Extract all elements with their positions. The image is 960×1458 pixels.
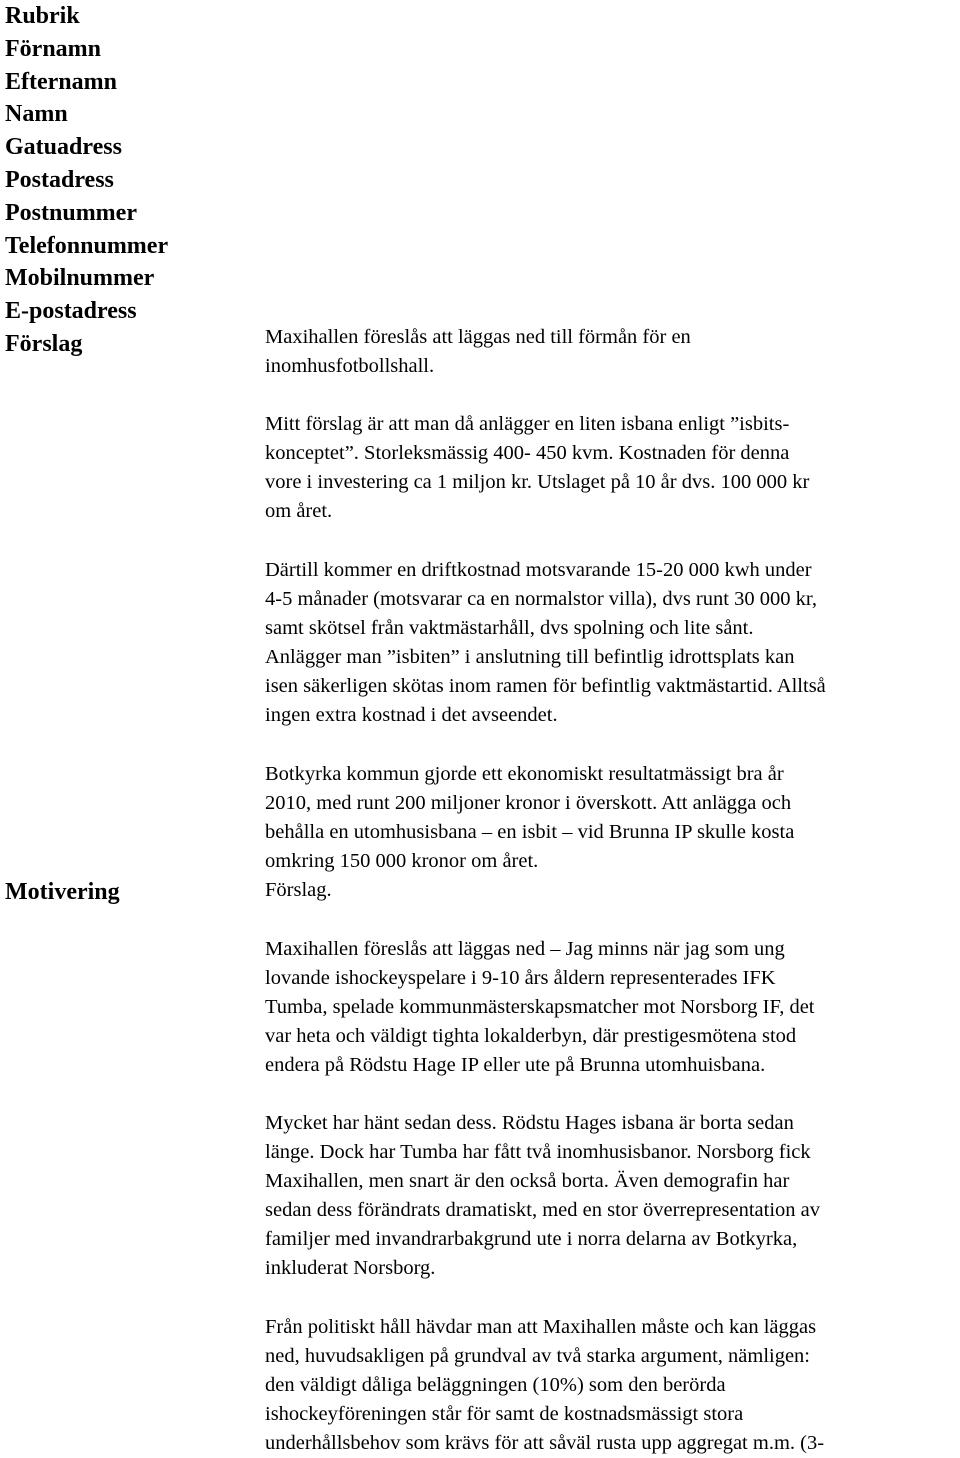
motivering-paragraph-1 bbox=[265, 410, 957, 526]
text-line: behålla en utomhusisbana – en isbit – vid Brunna IP skulle kosta bbox=[265, 821, 795, 843]
forslag-value bbox=[265, 323, 957, 381]
text-line: 4-5 månader (motsvarar ca en normalstor villa), dvs runt 30 000 kr, bbox=[265, 588, 817, 610]
label-motivering: Motivering bbox=[5, 879, 120, 905]
text-line: ingen extra kostnad i det avseendet. bbox=[265, 704, 558, 726]
motivering-paragraph-6 bbox=[265, 1313, 957, 1458]
motivering-paragraph-2 bbox=[265, 556, 957, 730]
label-fornamn: Förnamn bbox=[5, 35, 101, 62]
text-line: konceptet”. Storleksmässig 400- 450 kvm. Kostnaden för denna bbox=[265, 442, 790, 464]
text-line: Därtill kommer en driftkostnad motsvarande 15-20 000 kwh under bbox=[265, 559, 812, 581]
text-line: Maxihallen föreslås att läggas ned – Jag minns när jag som ung bbox=[265, 938, 785, 960]
text-line: Från politiskt håll hävdar man att Maxihallen måste och kan läggas bbox=[265, 1316, 817, 1338]
text-line: lovande ishockeyspelare i 9-10 års åldern representerades IFK bbox=[265, 967, 776, 989]
text-line: länge. Dock har Tumba har fått två inomhusisbanor. Norsborg fick bbox=[265, 1141, 811, 1163]
text-line: inomhusfotbollshall. bbox=[265, 355, 435, 377]
text-line: vore i investering ca 1 miljon kr. Utslaget på 10 år dvs. 100 000 kr bbox=[265, 471, 810, 493]
form-field-labels bbox=[5, 0, 168, 361]
text-line: underhållsbehov som krävs för att såväl rusta upp aggregat m.m. (3- bbox=[265, 1432, 825, 1454]
text-line: den väldigt dåliga beläggningen (10%) som den berörda bbox=[265, 1374, 726, 1396]
text-line: Förslag. bbox=[265, 879, 332, 901]
motivering-paragraph-5 bbox=[265, 1109, 957, 1283]
paragraph bbox=[265, 1313, 957, 1458]
text-line: ishockeyföreningen står för samt de kostnadsmässigt stora bbox=[265, 1403, 744, 1425]
label-efternamn: Efternamn bbox=[5, 68, 117, 95]
text-line: Tumba, spelade kommunmästerskapsmatcher mot Norsborg IF, det bbox=[265, 996, 815, 1018]
motivering-paragraph-4 bbox=[265, 935, 957, 1080]
text-line: isen säkerligen skötas inom ramen för befintlig vaktmästartid. Alltså bbox=[265, 675, 826, 697]
text-line: Maxihallen, men snart är den också borta. Även demografin har bbox=[265, 1170, 790, 1192]
text-line: Mycket har hänt sedan dess. Rödstu Hages isbana är borta sedan bbox=[265, 1112, 794, 1134]
text-line: ned, huvudsakligen på grundval av två starka argument, nämligen: bbox=[265, 1345, 811, 1367]
forslag-paragraph bbox=[265, 323, 957, 381]
text-line: samt skötsel från vaktmästarhåll, dvs spolning och lite sånt. bbox=[265, 617, 754, 639]
text-line: Maxihallen föreslås att läggas ned till förmån för en bbox=[265, 326, 691, 348]
text-line: 2010, med runt 200 miljoner kronor i överskott. Att anlägga och bbox=[265, 792, 792, 814]
label-postnummer: Postnummer bbox=[5, 199, 137, 226]
label-rubrik: Rubrik bbox=[5, 3, 80, 29]
label-epostadress: E-postadress bbox=[5, 298, 137, 325]
text-line: inkluderat Norsborg. bbox=[265, 1257, 436, 1279]
label-forslag: Förslag bbox=[5, 330, 83, 357]
text-line: Mitt förslag är att man då anlägger en liten isbana enligt ”isbits- bbox=[265, 413, 790, 435]
text-line: endera på Rödstu Hage IP eller ute på Brunna utomhuisbana. bbox=[265, 1054, 766, 1076]
text-line: Anlägger man ”isbiten” i anslutning till befintlig idrottsplats kan bbox=[265, 646, 795, 668]
label-telefonnummer: Telefonnummer bbox=[5, 232, 169, 259]
paragraph bbox=[265, 935, 957, 1080]
paragraph bbox=[265, 760, 957, 905]
motivering-paragraph-3 bbox=[265, 760, 957, 905]
label-gatuadress: Gatuadress bbox=[5, 134, 122, 161]
text-line: familjer med invandrarbakgrund ute i norra delarna av Botkyrka, bbox=[265, 1228, 798, 1250]
label-postadress: Postadress bbox=[5, 166, 114, 193]
paragraph bbox=[265, 410, 957, 526]
paragraph bbox=[265, 556, 957, 730]
text-line: om året. bbox=[265, 500, 333, 522]
text-line: sedan dess förändrats dramatiskt, med en stor överrepresentation av bbox=[265, 1199, 821, 1221]
text-line: omkring 150 000 kronor om året. bbox=[265, 850, 539, 872]
paragraph bbox=[265, 1109, 957, 1283]
label-namn: Namn bbox=[5, 101, 68, 128]
label-mobilnummer: Mobilnummer bbox=[5, 265, 155, 292]
text-line: var heta och väldigt tighta lokalderbyn, där prestigesmötena stod bbox=[265, 1025, 797, 1047]
text-line: Botkyrka kommun gjorde ett ekonomiskt resultatmässigt bra år bbox=[265, 763, 784, 785]
